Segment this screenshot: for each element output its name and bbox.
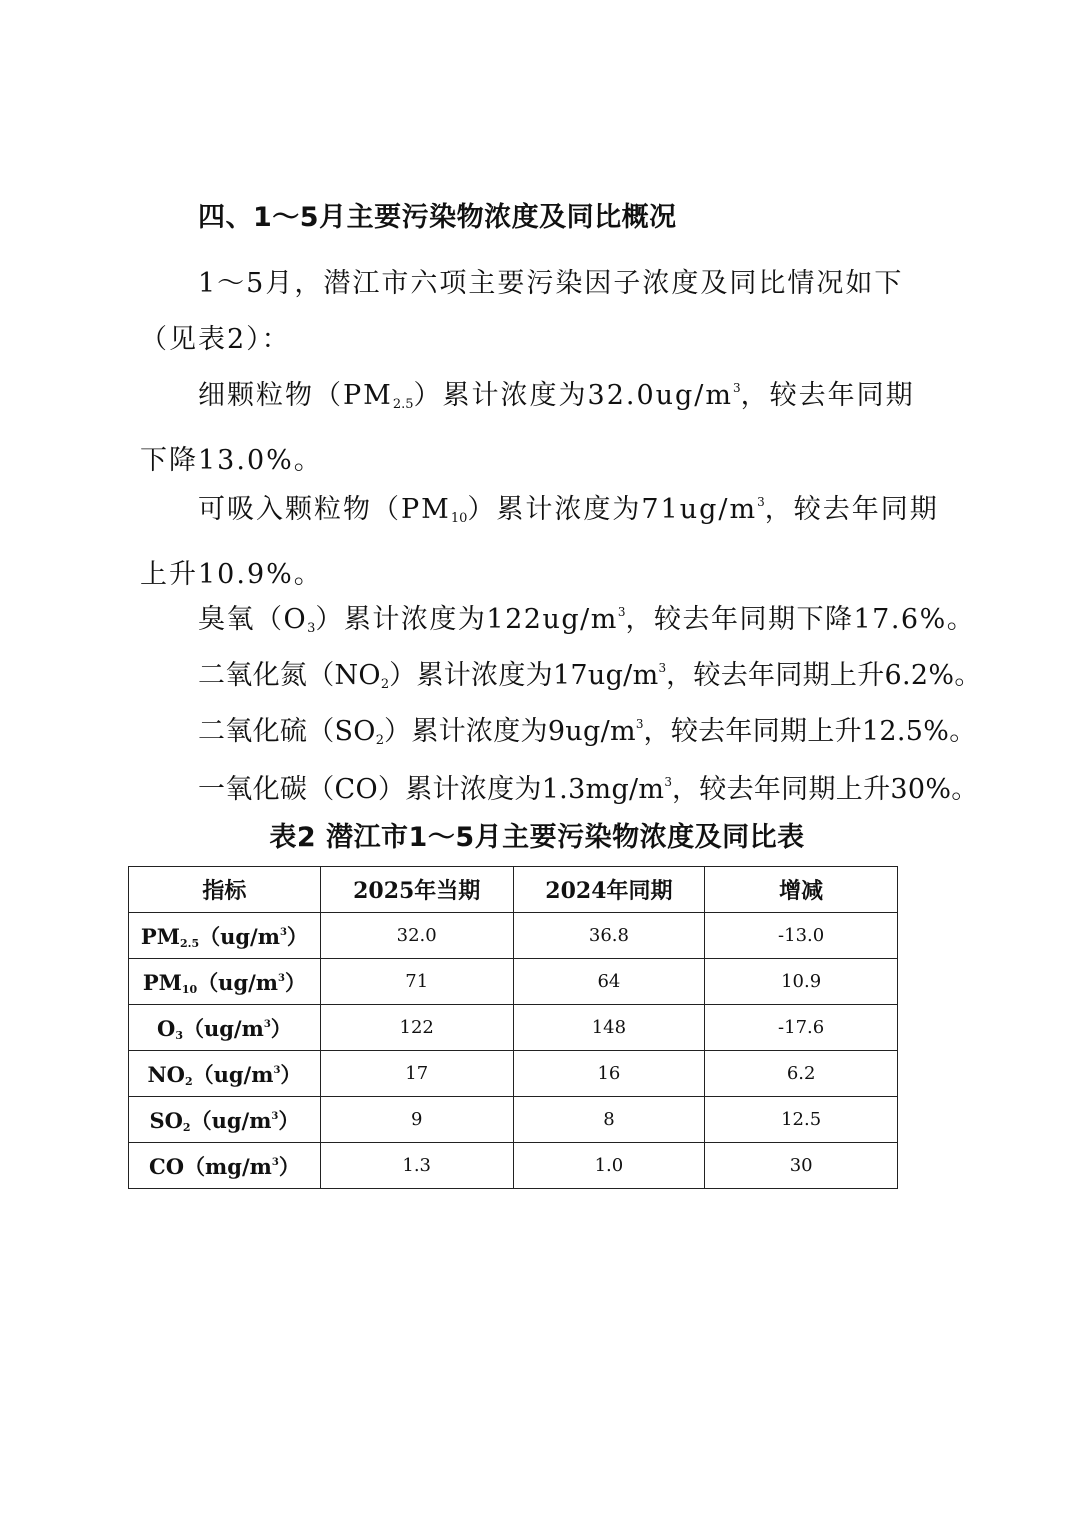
- no2-line: [198, 648, 982, 705]
- indicator-close: ）: [270, 1015, 292, 1041]
- indicator-sub: 2: [184, 1074, 193, 1088]
- indicator-close: ）: [278, 1107, 300, 1133]
- pm25-paragraph: [140, 360, 940, 489]
- indicator-name: O: [157, 1015, 176, 1041]
- indicator-name: NO: [147, 1061, 185, 1087]
- so2-mid: ）累计浓度为9ug/m: [384, 716, 636, 747]
- pollutant-table: [128, 866, 898, 1189]
- indicator-unit: （ug/m: [197, 969, 279, 995]
- change-value: 30: [705, 1143, 898, 1189]
- indicator-name: PM: [140, 923, 180, 949]
- o3-name: 臭氧（O: [198, 604, 308, 635]
- table-row: [129, 1051, 898, 1097]
- indicator-unit: （ug/m: [192, 1061, 274, 1087]
- no2-mid: ）累计浓度为17ug/m: [389, 660, 659, 691]
- pm10-sup: 3: [757, 495, 765, 509]
- table-row: [129, 1005, 898, 1051]
- indicator-sup: 3: [273, 1064, 281, 1076]
- intro-paragraph: [140, 256, 940, 368]
- pm10-sub: 10: [450, 511, 468, 526]
- indicator-sup: 3: [271, 1110, 279, 1122]
- pm10-tail: ，较去年同期上升10.9%。: [140, 494, 939, 590]
- indicator-unit: （mg/m: [184, 1153, 272, 1179]
- co-line: [198, 762, 979, 810]
- indicator-close: ）: [285, 969, 306, 995]
- current-value: 9: [320, 1097, 513, 1143]
- current-value: 122: [320, 1005, 513, 1051]
- indicator-sup: 3: [263, 1018, 271, 1030]
- table-header-row: [129, 867, 898, 913]
- previous-value: 148: [513, 1005, 705, 1051]
- indicator-close: ）: [278, 1153, 300, 1179]
- no2-name: 二氧化氮（NO: [198, 660, 381, 691]
- change-value: 12.5: [705, 1097, 898, 1143]
- indicator-sub: 3: [175, 1028, 183, 1042]
- indicator-sub: 2.5: [179, 936, 200, 950]
- table-row: [129, 1143, 898, 1189]
- indicator-name: CO: [149, 1153, 185, 1179]
- table-row: [129, 913, 898, 959]
- so2-name: 二氧化硫（SO: [198, 716, 376, 747]
- o3-sup: 3: [617, 605, 626, 619]
- indicator-cell: [129, 1143, 321, 1189]
- indicator-unit: （ug/m: [199, 923, 280, 949]
- indicator-close: ）: [286, 923, 308, 949]
- change-value: 10.9: [705, 959, 898, 1005]
- indicator-sub: 2: [182, 1120, 191, 1134]
- header-2025: 2025年当期: [320, 867, 513, 913]
- o3-mid: ）累计浓度为122ug/m: [315, 604, 618, 635]
- pm25-tail: ，较去年同期下降13.0%。: [140, 380, 915, 476]
- previous-value: 1.0: [513, 1143, 705, 1189]
- indicator-cell: [129, 1097, 321, 1143]
- no2-sup: 3: [658, 661, 667, 675]
- previous-value: 16: [513, 1051, 705, 1097]
- o3-line: [198, 592, 975, 649]
- header-indicator: 指标: [129, 867, 321, 913]
- indicator-sup: 3: [279, 926, 287, 938]
- indicator-sup: 3: [271, 1156, 279, 1168]
- indicator-cell: [129, 959, 321, 1005]
- indicator-cell: [129, 1005, 321, 1051]
- previous-value: 64: [513, 959, 705, 1005]
- so2-sup: 3: [635, 717, 644, 731]
- section-heading: 四、1～5月主要污染物浓度及同比概况: [198, 202, 677, 233]
- indicator-cell: [129, 1051, 321, 1097]
- o3-sub: 3: [307, 621, 316, 636]
- pm25-sup: 3: [733, 381, 741, 395]
- current-value: 71: [320, 959, 513, 1005]
- table-row: [129, 1097, 898, 1143]
- pm10-name: 可吸入颗粒物（PM: [198, 494, 451, 525]
- co-mid: ）累计浓度为1.3mg/m: [377, 774, 665, 805]
- table-row: [129, 959, 898, 1005]
- header-2024: 2024年同期: [513, 867, 705, 913]
- pm25-sub: 2.5: [392, 397, 414, 412]
- so2-sub: 2: [375, 733, 385, 748]
- indicator-close: ）: [280, 1061, 302, 1087]
- header-change: 增减: [705, 867, 898, 913]
- pm25-name: 细颗粒物（PM: [198, 380, 393, 411]
- no2-sub: 2: [380, 677, 390, 692]
- co-sup: 3: [664, 775, 672, 789]
- current-value: 32.0: [320, 913, 513, 959]
- pm10-paragraph: [140, 474, 940, 603]
- change-value: -17.6: [705, 1005, 898, 1051]
- indicator-unit: （ug/m: [182, 1015, 264, 1041]
- co-name: 一氧化碳（CO: [198, 774, 378, 805]
- indicator-sup: 3: [278, 972, 285, 984]
- change-value: -13.0: [705, 913, 898, 959]
- indicator-name: SO: [149, 1107, 183, 1133]
- indicator-cell: [129, 913, 321, 959]
- so2-tail: ，较去年同期上升12.5%。: [643, 716, 977, 747]
- pm10-mid: ）累计浓度为71ug/m: [467, 494, 758, 525]
- pm25-mid: ）累计浓度为32.0ug/m: [413, 380, 734, 411]
- indicator-name: PM: [142, 969, 182, 995]
- previous-value: 36.8: [513, 913, 705, 959]
- o3-tail: ，较去年同期下降17.6%。: [625, 604, 976, 635]
- current-value: 17: [320, 1051, 513, 1097]
- indicator-unit: （ug/m: [190, 1107, 272, 1133]
- no2-tail: ，较去年同期上升6.2%。: [666, 660, 982, 691]
- co-tail: ，较去年同期上升30%。: [671, 774, 979, 805]
- change-value: 6.2: [705, 1051, 898, 1097]
- current-value: 1.3: [320, 1143, 513, 1189]
- so2-line: [198, 704, 977, 761]
- previous-value: 8: [513, 1097, 705, 1143]
- intro-text: 1～5月，潜江市六项主要污染因子浓度及同比情况如下（见表2）：: [140, 268, 904, 355]
- indicator-sub: 10: [181, 982, 198, 996]
- table-caption: 表2 潜江市1～5月主要污染物浓度及同比表: [269, 822, 805, 853]
